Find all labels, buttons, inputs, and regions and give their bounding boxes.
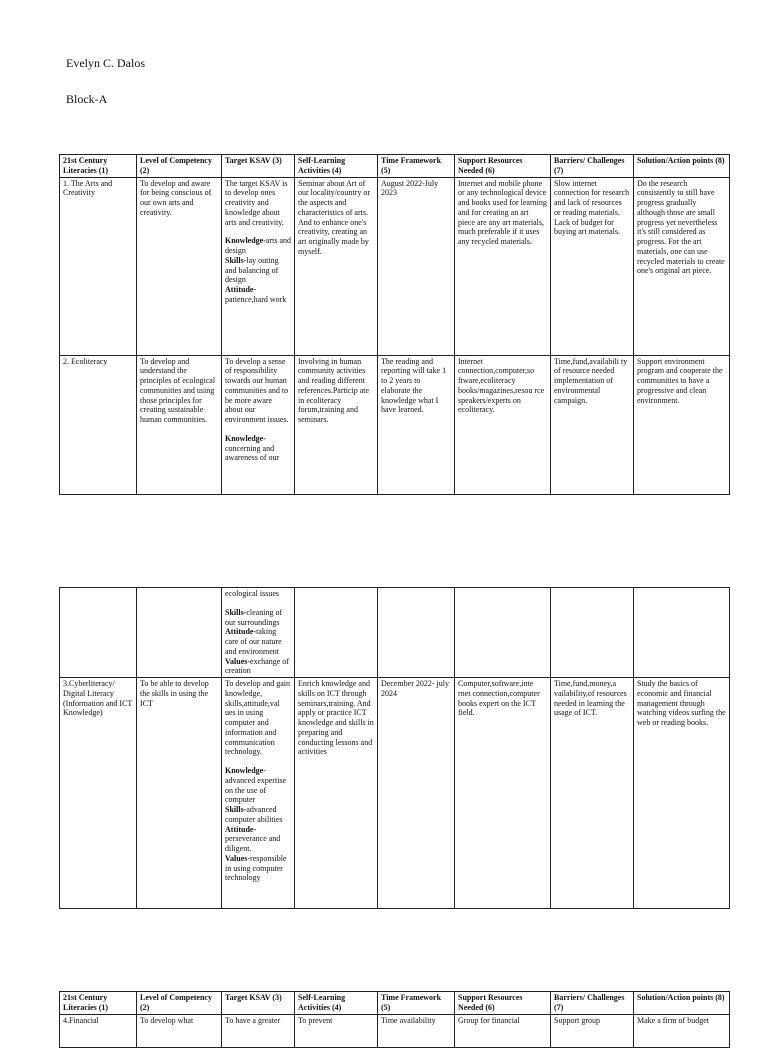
column-header: Solution/Action points (8): [634, 992, 730, 1015]
cell-time: December 2022- july 2024: [378, 678, 455, 909]
cell-resources: Computer,software,inte rnet connection,computer books expert on the ICT field.: [455, 678, 551, 909]
ksav-item-text: patience,hard work: [225, 294, 287, 304]
ksav-item-text: responsible in using computer technology: [225, 853, 287, 883]
table-header-row: [60, 155, 730, 178]
ksav-item-text: concerning and awareness of our: [225, 443, 280, 463]
ksav-intro: ecological issues: [225, 589, 279, 598]
cell-time: The reading and reporting will take 1 to 2 years to elaborate the knowledge what I have learned.: [378, 355, 455, 494]
cell-competency: To develop and understand the principles of ecological communities and using those principles for creating sustainable human communities.: [137, 355, 222, 494]
ksav-item-label: Attitude-: [225, 627, 257, 637]
cell-competency: To develop and aware for being conscious of our own arts and creativity.: [137, 177, 222, 355]
ksav-item: [225, 854, 291, 883]
ksav-item: [225, 236, 291, 256]
plan-table-page-1: [59, 154, 730, 495]
student-name: Evelyn C. Dalos: [66, 56, 145, 70]
table-row: [60, 355, 730, 494]
table-row: [60, 177, 730, 355]
cell-competency: [137, 588, 222, 678]
cell-literacy: [60, 588, 137, 678]
ksav-item-label: Knowledge-: [225, 766, 266, 775]
ksav-intro: To develop and gain knowledge, skills,attitude,val ues in using computer and information and communication technology.: [225, 679, 290, 757]
cell-ksav: [222, 177, 295, 355]
cell-barriers: Time,fund,availabili ty of resource needed implementation of environmental campaign.: [551, 355, 634, 494]
ksav-item-text: lay outing and balancing of design: [225, 255, 279, 285]
cell-barriers: Support group: [551, 1014, 634, 1047]
ksav-item-label: Knowledge-: [225, 433, 266, 443]
ksav-item: [225, 766, 291, 805]
ksav-intro: To have a greater: [225, 1015, 281, 1025]
cell-time: [378, 588, 455, 678]
cell-barriers: Time,fund,money,a vailability,of resources needed in learning the usage of ICT.: [551, 678, 634, 909]
cell-ksav: [222, 1014, 295, 1047]
cell-literacy: 4.Financial: [60, 1014, 137, 1047]
cell-solution: Make a firm of budget: [634, 1014, 730, 1047]
ksav-item: [225, 608, 291, 628]
ksav-list: [225, 608, 291, 676]
cell-competency: To be able to develop the skills in using the ICT: [137, 678, 222, 909]
cell-resources: Internet connection,computer,so ftware,ecoliteracy books/magazines,resou rce speakers/experts on ecoliteracy.: [455, 355, 551, 494]
column-header: Target KSAV (3): [222, 155, 295, 178]
ksav-item-label: Values-: [225, 853, 251, 863]
cell-solution: Do the research consistently to still have progress gradually although those are small progress yet nevertheless it's still considered as progress. For the art materials, one can use recycled materials to create one's original art piece.: [634, 177, 730, 355]
column-header: Self-Learning Activities (4): [295, 155, 378, 178]
ksav-item: [225, 657, 291, 677]
cell-time: August 2022-July 2023: [378, 177, 455, 355]
cell-solution: Support environment program and cooperate the communities to have a progressive and clean environment.: [634, 355, 730, 494]
cell-ksav: [222, 678, 295, 909]
cell-activities: To prevent: [295, 1014, 378, 1047]
ksav-item-text: arts and design: [225, 236, 291, 255]
table-header-row: [60, 992, 730, 1015]
column-header: Time Framework (5): [378, 155, 455, 178]
ksav-item-text: advanced computer abilities: [225, 805, 283, 824]
cell-solution: Study the basics of economic and financial management through watching videos surfing the web or reading books.: [634, 678, 730, 909]
ksav-item-text: exchange of creation: [225, 656, 289, 676]
cell-solution: [634, 588, 730, 678]
cell-resources: Internet and mobile phone or any technological device and books used for learning and for creating an art piece are any art materials, much preferable if it uses any recycled materials.: [455, 177, 551, 355]
ksav-item: [225, 805, 291, 825]
ksav-item-label: Skills-: [225, 255, 247, 265]
column-header: Support Resources Needed (6): [455, 155, 551, 178]
column-header: Target KSAV (3): [222, 992, 295, 1015]
ksav-list: [225, 766, 291, 883]
ksav-intro: To develop a sense of responsibility towards our human communities and to be more aware about our environment issues.: [225, 356, 289, 424]
column-header: 21st Century Literacies (1): [60, 155, 137, 178]
ksav-item-label: Values-: [225, 656, 251, 666]
ksav-item: [225, 434, 291, 463]
cell-time: Time availability: [378, 1014, 455, 1047]
plan-table-page-2: [59, 587, 730, 909]
column-header: Level of Competency (2): [137, 992, 222, 1015]
cell-activities: Enrich knowledge and skills on ICT through seminars,training. And apply or practice ICT knowledge and skills in preparing and conducting lessons and activities: [295, 678, 378, 909]
cell-competency: To develop what: [137, 1014, 222, 1047]
cell-literacy: 3.Cyberliteracy/ Digital Literacy (Information and ICT Knowledge): [60, 678, 137, 909]
ksav-item: [225, 825, 291, 854]
plan-table-page-3: [59, 991, 730, 1048]
column-header: Barriers/ Challenges (7): [551, 992, 634, 1015]
cell-activities: [295, 588, 378, 678]
ksav-item-label: Knowledge-: [225, 236, 266, 246]
ksav-item-label: Skills-: [225, 805, 247, 814]
cell-resources: [455, 588, 551, 678]
ksav-list: [225, 236, 291, 304]
cell-barriers: Slow internet connection for research and lack of resources or reading materials. Lack of budget for buying art materials.: [551, 177, 634, 355]
table-row: [60, 588, 730, 678]
ksav-item-label: Attitude-: [225, 824, 257, 834]
column-header: Level of Competency (2): [137, 155, 222, 178]
cell-barriers: [551, 588, 634, 678]
ksav-item: [225, 627, 291, 656]
column-header: 21st Century Literacies (1): [60, 992, 137, 1015]
ksav-item: [225, 256, 291, 285]
ksav-item-text: taking care of our nature and environment: [225, 627, 282, 656]
cell-literacy: 2. Ecoliteracy: [60, 355, 137, 494]
ksav-item-text: advanced expertise on the use of computer: [225, 775, 287, 805]
column-header: Support Resources Needed (6): [455, 992, 551, 1015]
ksav-item-label: Attitude-: [225, 285, 257, 294]
cell-activities: Involving in human community activities and reading different references.Particip ate in ecoliteracy forum,training and seminars.: [295, 355, 378, 494]
column-header: Self-Learning Activities (4): [295, 992, 378, 1015]
ksav-item-text: cleaning of our surroundings: [225, 607, 283, 627]
table-row: [60, 1014, 730, 1047]
cell-ksav: [222, 355, 295, 494]
table-row: [60, 678, 730, 909]
cell-ksav: [222, 588, 295, 678]
ksav-list: [225, 434, 291, 463]
ksav-item-label: Skills-: [225, 607, 247, 617]
ksav-item: [225, 285, 291, 305]
cell-literacy: 1. The Arts and Creativity: [60, 177, 137, 355]
cell-activities: Seminar about Art of our locality/country or the aspects and characteristics of arts. And to enhance one's creativity, creating an art originally made by myself.: [295, 177, 378, 355]
column-header: Solution/Action points (8): [634, 155, 730, 178]
column-header: Time Framework (5): [378, 992, 455, 1015]
block-label: Block-A: [66, 92, 108, 106]
cell-resources: Group for financial: [455, 1014, 551, 1047]
ksav-intro: The target KSAV is to develop ones creativity and knowledge about arts and creativity.: [225, 178, 288, 227]
ksav-item-text: perseverance and diligent.: [225, 834, 281, 853]
column-header: Barriers/ Challenges (7): [551, 155, 634, 178]
